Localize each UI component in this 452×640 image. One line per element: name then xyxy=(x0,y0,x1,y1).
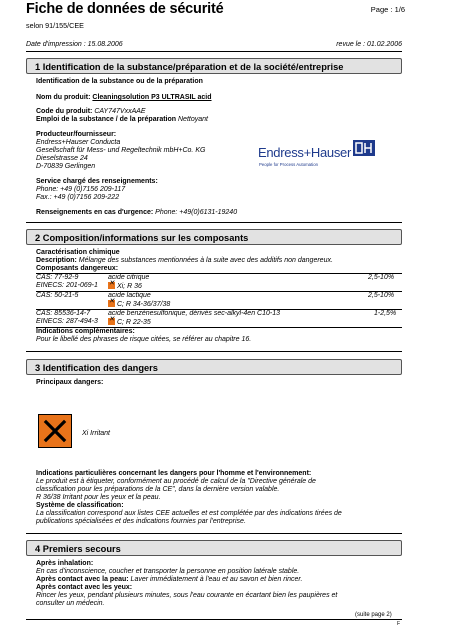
table-cell-class xyxy=(108,318,151,327)
supplier-label: Producteur/fournisseur: xyxy=(36,131,117,138)
class-text: Xi; R 36 xyxy=(116,283,142,290)
s1-product-use xyxy=(36,116,208,124)
class-text: C; R 22-35 xyxy=(116,319,151,326)
supplier-line: Endress+Hauser Conducta xyxy=(36,139,121,146)
special-hazards-text: R 36/38 Irritant pour les yeux et la peau. xyxy=(36,494,161,501)
irritant-hazard-icon xyxy=(38,414,72,448)
company-logo-text: Endress+Hauser xyxy=(258,145,351,160)
emergency-label: Renseignements en cas d'urgence: xyxy=(36,209,154,216)
page-number: Page : 1/6 xyxy=(370,5,405,14)
table-cell-einecs: EINECS: 287-494-3 xyxy=(36,318,98,325)
info-phone: Phone: +49 (0)7156 209-117 xyxy=(36,186,126,193)
continued-note: (suite page 2) xyxy=(355,612,392,618)
info-fax: Fax.: +49 (0)7156 209-222 xyxy=(36,194,120,201)
info-service-label: Service chargé des renseignements: xyxy=(36,178,158,185)
hazard-symbol-icon xyxy=(108,318,115,325)
special-hazards-text: classification pour les préparations de la CE", dans la dernière version valable. xyxy=(36,486,280,493)
classification-system-label: Système de classification: xyxy=(36,502,124,509)
hazardous-components-label: Composants dangereux: xyxy=(36,265,119,272)
section-2-heading: 2 Composition/informations sur les composants xyxy=(26,229,402,245)
company-logo-icon xyxy=(353,140,375,156)
classification-text: La classification correspond aux listes CEE actuelles et est complétée par des indications tirées de xyxy=(36,510,342,517)
supplier-line: Dieselstrasse 24 xyxy=(36,155,88,162)
footer-divider xyxy=(26,619,402,620)
product-name-label: Nom du produit: xyxy=(36,94,91,101)
corner-mark: F xyxy=(397,621,401,627)
section-3-heading: 3 Identification des dangers xyxy=(26,359,402,375)
table-cell-einecs: EINECS: 201-069-1 xyxy=(36,282,98,289)
classification-text: publications spécialisées et des indications fournies par l'entreprise. xyxy=(36,518,246,525)
description-label: Description: xyxy=(36,257,77,264)
date-line xyxy=(26,41,402,48)
product-use-value: Nettoyant xyxy=(178,116,208,123)
revision-date: revue le : 01.02.2006 xyxy=(336,41,402,48)
table-cell-range: 1-2,5% xyxy=(374,310,397,317)
product-use-label: Emploi de la substance / de la préparation xyxy=(36,116,177,123)
additional-info-value: Pour le libellé des phrases de risque citées, se référer au chapitre 16. xyxy=(36,336,252,343)
emergency-value: Phone: +49(0)6131-19240 xyxy=(155,209,238,216)
table-cell-class xyxy=(108,300,170,309)
skin-contact-label: Après contact avec la peau: xyxy=(36,576,129,583)
company-logo-tagline: People for Process Automation xyxy=(259,162,318,167)
hazard-symbol-icon xyxy=(108,282,115,289)
skin-contact-text: Laver immédiatement à l'eau et au savon et bien rincer. xyxy=(130,576,303,583)
document-title: Fiche de données de sécurité xyxy=(26,1,224,17)
eye-contact-label: Après contact avec les yeux: xyxy=(36,584,133,591)
document-subtitle: selon 91/155/CEE xyxy=(26,21,84,30)
main-dangers-label: Principaux dangers: xyxy=(36,379,104,386)
table-cell-range: 2,5-10% xyxy=(368,292,395,299)
eye-contact-text: consulter un médecin. xyxy=(36,600,105,607)
table-rule xyxy=(36,273,402,274)
special-hazards-text: Le produit est à étiqueter, conformément au procédé de calcul de la "Directive générale de xyxy=(36,478,316,485)
inhalation-label: Après inhalation: xyxy=(36,560,94,567)
description-value: Mélange des substances mentionnées à la suite avec des additifs non dangereux. xyxy=(78,257,333,264)
s2-characterization-label: Caractérisation chimique xyxy=(36,249,120,256)
section-4-heading: 4 Premiers secours xyxy=(26,540,402,556)
product-code-label: Code du produit: xyxy=(36,108,93,115)
additional-info-label: Indications complémentaires: xyxy=(36,328,135,335)
print-date: Date d'impression : 15.08.2006 xyxy=(26,41,123,48)
product-code-value: CAY747VxxAAE xyxy=(94,108,146,115)
s1-product-name xyxy=(36,94,212,102)
s1-identification-label: Identification de la substance ou de la préparation xyxy=(36,78,203,85)
hazard-symbol-label: Xi Irritant xyxy=(82,430,111,437)
section-divider xyxy=(26,533,402,534)
product-name-value: Cleaningsolution P3 ULTRASIL acid xyxy=(92,94,212,101)
inhalation-text: En cas d'inconscience, coucher et transporter la personne en position latérale stable. xyxy=(36,568,300,575)
supplier-line: D-70839 Gerlingen xyxy=(36,163,96,170)
table-cell-cas: CAS: 50-21-5 xyxy=(36,292,79,299)
table-cell-name: acide lactique xyxy=(108,292,151,299)
header-divider xyxy=(26,51,402,52)
table-cell-name: acide citrique xyxy=(108,274,150,281)
special-hazards-label: Indications particulières concernant les dangers pour l'homme et l'environnement: xyxy=(36,470,312,477)
table-cell-name: acide benzènesulfonique, dérivés sec-alkyl-4en C10-13 xyxy=(108,310,280,317)
table-cell-class xyxy=(108,282,142,291)
section-divider xyxy=(26,222,402,223)
supplier-line: Gesellschaft für Mess- und Regeltechnik mbH+Co. KG xyxy=(36,147,206,154)
table-rule xyxy=(36,291,402,292)
table-cell-cas: CAS: 85536-14-7 xyxy=(36,310,91,317)
hazard-symbol-icon xyxy=(108,300,115,307)
section-divider xyxy=(26,351,402,352)
class-text: C; R 34-36/37/38 xyxy=(116,301,171,308)
emergency-line xyxy=(36,209,237,217)
table-cell-cas: CAS: 77-92-9 xyxy=(36,274,79,281)
table-cell-range: 2,5-10% xyxy=(368,274,395,281)
section-1-heading: 1 Identification de la substance/préparation et de la société/entreprise xyxy=(26,58,402,74)
eye-contact-text: Rincer les yeux, pendant plusieurs minutes, sous l'eau courante en écartant bien les paupières et xyxy=(36,592,338,599)
